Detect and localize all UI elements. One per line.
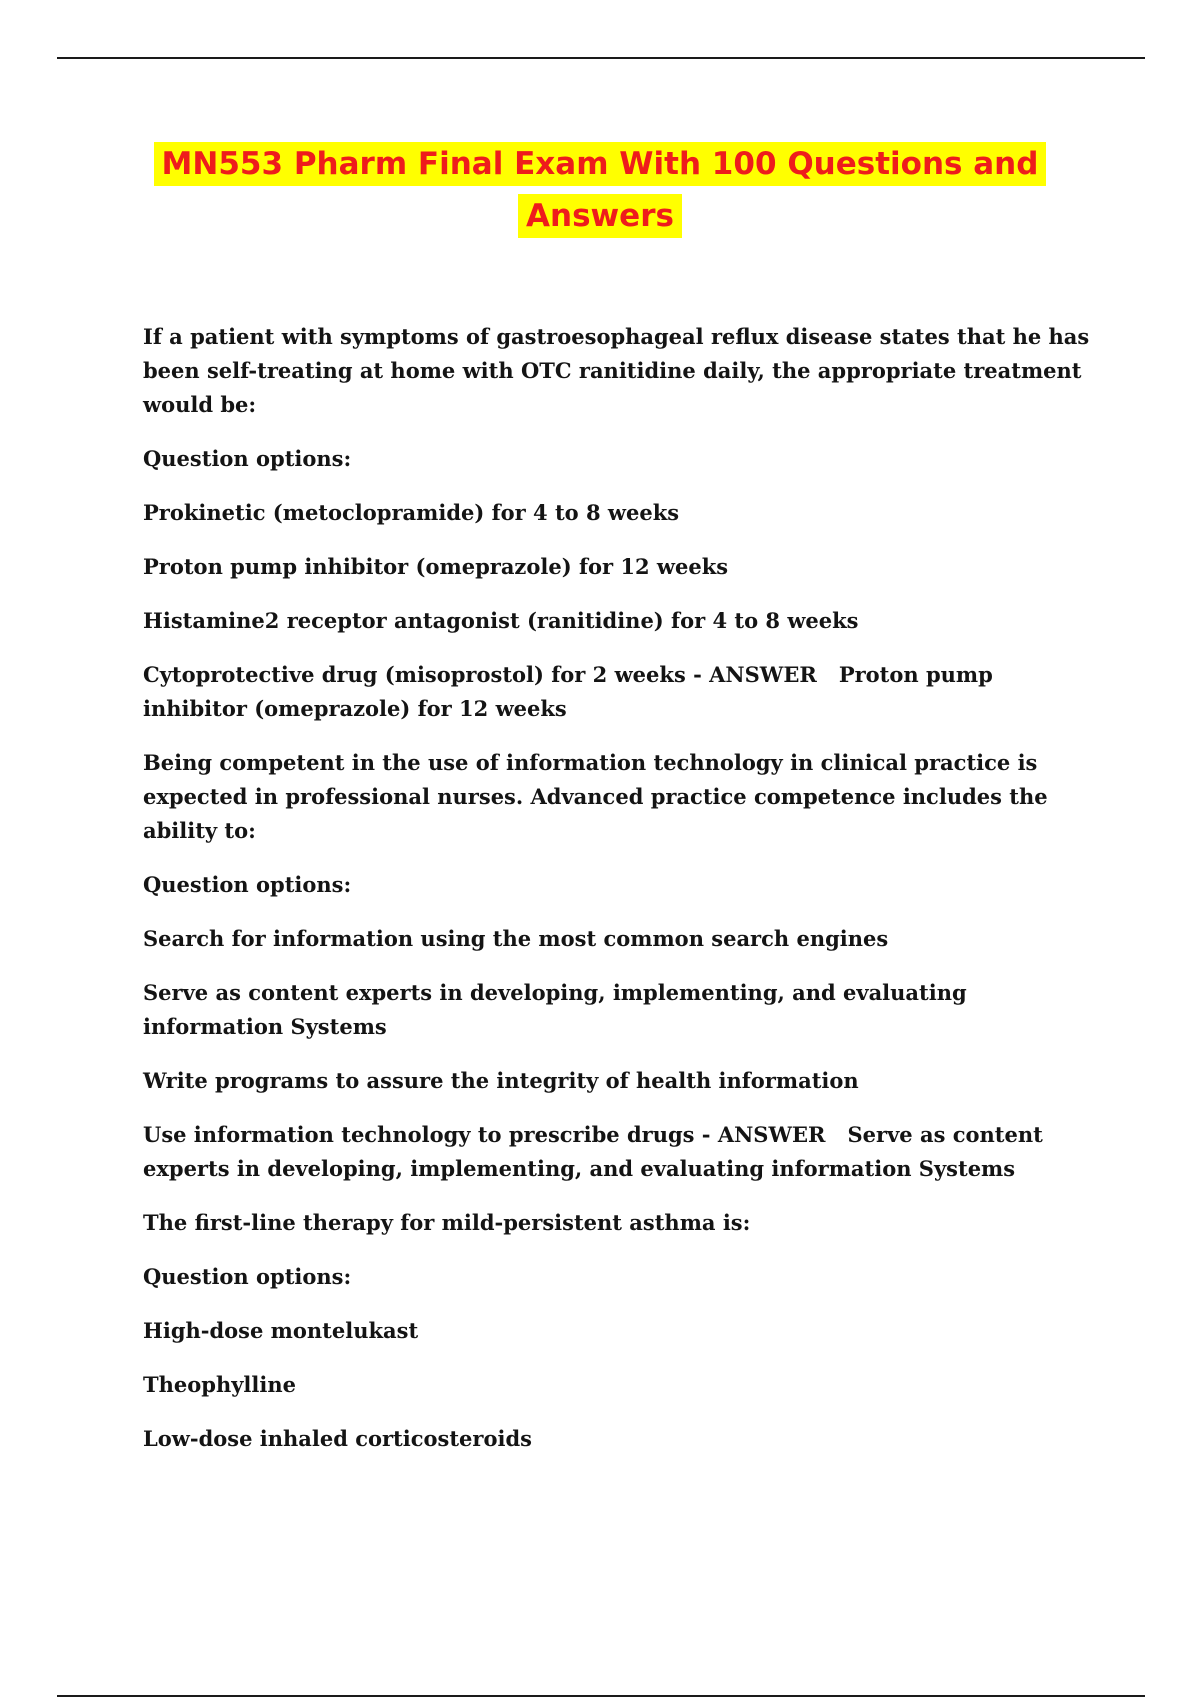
question-1-option-2: Proton pump inhibitor (omeprazole) for 12 weeks bbox=[143, 554, 729, 579]
question-2-option-4: Use information technology to prescribe drugs - ANSWER bbox=[143, 1122, 826, 1147]
question-2-options-label: Question options: bbox=[143, 872, 352, 897]
title-line-2: Answers bbox=[518, 194, 682, 238]
question-2-prompt: Being competent in the use of information technology in clinical practice is expected in professional nurses. Advanced practice competence includes the ability to: bbox=[143, 750, 1048, 843]
question-3-prompt: The first-line therapy for mild-persistent asthma is: bbox=[143, 1210, 751, 1235]
question-1-answer-line bbox=[143, 658, 1098, 726]
document-title bbox=[100, 138, 1100, 242]
question-3-options-label: Question options: bbox=[143, 1264, 352, 1289]
question-1-options-label: Question options: bbox=[143, 446, 352, 471]
title-line-1: MN553 Pharm Final Exam With 100 Questions and bbox=[154, 142, 1047, 186]
document-body bbox=[143, 320, 1098, 1476]
question-3-option-3: Low-dose inhaled corticosteroids bbox=[143, 1426, 532, 1451]
question-1-option-4: Cytoprotective drug (misoprostol) for 2 weeks - ANSWER bbox=[143, 662, 817, 687]
bottom-divider bbox=[57, 1695, 1145, 1697]
top-divider bbox=[57, 57, 1145, 59]
question-3-option-1: High-dose montelukast bbox=[143, 1318, 419, 1343]
question-2-answer-line bbox=[143, 1118, 1098, 1186]
question-3-option-2: Theophylline bbox=[143, 1372, 296, 1397]
question-2-answer: Serve as content experts in developing, implementing, and evaluating information Systems bbox=[143, 1122, 1043, 1181]
question-2-option-3: Write programs to assure the integrity of health information bbox=[143, 1068, 859, 1093]
question-2-option-2: Serve as content experts in developing, implementing, and evaluating information Systems bbox=[143, 980, 967, 1039]
question-2-option-1: Search for information using the most common search engines bbox=[143, 926, 889, 951]
question-1-option-3: Histamine2 receptor antagonist (ranitidine) for 4 to 8 weeks bbox=[143, 608, 859, 633]
question-1-option-1: Prokinetic (metoclopramide) for 4 to 8 weeks bbox=[143, 500, 680, 525]
question-1-answer: Proton pump inhibitor (omeprazole) for 12 weeks bbox=[143, 662, 993, 721]
question-1-prompt: If a patient with symptoms of gastroesophageal reflux disease states that he has been self-treating at home with OTC ranitidine daily, the appropriate treatment would be: bbox=[143, 324, 1090, 417]
